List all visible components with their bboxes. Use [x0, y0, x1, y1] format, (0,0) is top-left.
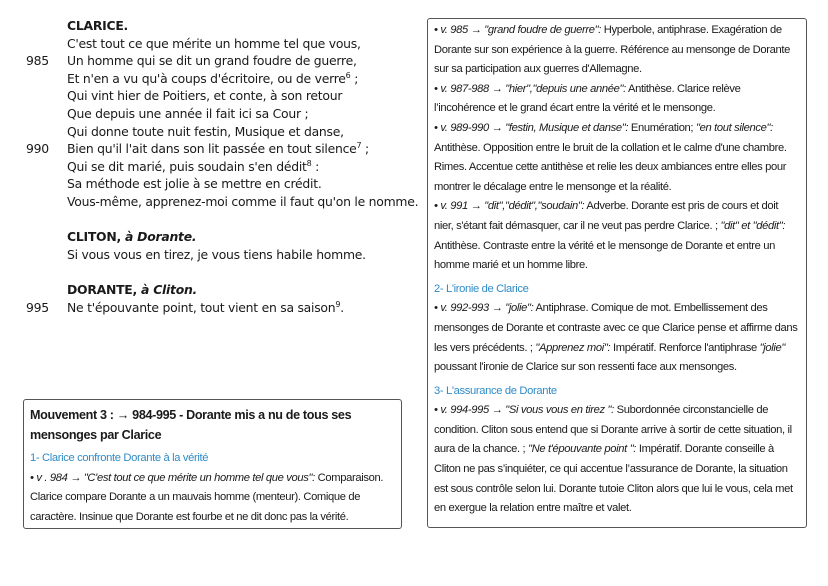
- section-heading: 3- L'assurance de Dorante: [434, 384, 557, 397]
- verse-line: [0, 299, 414, 317]
- analysis-bullet: [434, 80, 800, 119]
- quote: "Apprenez moi":: [535, 341, 611, 354]
- speaker-dorante: [0, 281, 414, 299]
- analysis-text: Adverbe. Dorante est pris de cours et doit nier, s'étant fait démasquer, car il ne veut pas perdre Clarice. ;: [434, 200, 779, 232]
- verse-reference: • v. 985 → "grand foudre de guerre":: [434, 24, 601, 36]
- quote: "dit" et "dédit":: [720, 219, 786, 232]
- analysis-text: Enumération;: [628, 121, 696, 134]
- quote: "Ne t'épouvante point ":: [528, 443, 637, 456]
- verse-text: Que depuis une année il fait ici sa Cour ;: [67, 105, 309, 121]
- analysis-text: Subordonnée circonstancielle de condition. Cliton sous entend que si Dorante arrive à sortir de cette situation, il aura de la chance. ;: [434, 404, 792, 456]
- verse-text: Sa méthode est jolie à se mettre en crédit.: [67, 176, 322, 192]
- movement-summary-box: [23, 399, 402, 529]
- analysis-text: Antithèse. Opposition entre le bruit de la collation et le calme d'une chambre. Rimes. Accentue cette antithèse et relie les deux ambiances entre elles pour montrer le décalage entre le mensonge et la réalité.: [434, 141, 787, 193]
- verse-text: Qui donne toute nuit festin, Musique et danse,: [67, 123, 344, 139]
- analysis-box: [427, 18, 807, 528]
- analysis-text: poussant l'ironie de Clarice sur son ressenti face aux mensonges.: [434, 361, 737, 374]
- speaker-name: CLITON,: [67, 229, 121, 245]
- analysis-bullet: [434, 21, 800, 80]
- line-number: 990: [26, 141, 49, 157]
- movement-title: Mouvement 3 : → 984-995 - Dorante mis a nu de tous ses mensonges par Clarice: [30, 408, 352, 442]
- verse-reference: • v. 994-995 → "Si vous vous en tirez ":: [434, 404, 614, 417]
- verse-text: Un homme qui se dit un grand foudre de guerre,: [67, 53, 357, 69]
- speaker-clarice: CLARICE.: [67, 18, 128, 33]
- analysis-text: Comparaison. Clarice compare Dorante a un mauvais homme (menteur). Comique de caractère. Insinue que Dorante est fourbe et ne dit donc pas la vérité.: [30, 471, 384, 523]
- verse-text: Et n'en a vu qu'à coups d'écritoire, ou de verre: [67, 70, 346, 86]
- analysis-text: Antithèse. Contraste entre la vérité et le mensonge de Dorante et entre un homme marié et un homme libre.: [434, 239, 776, 272]
- punctuation: :: [311, 158, 320, 174]
- analysis-text: Hyperbole, antiphrase. Exagération de Dorante sur son expérience à la guerre. Référence au mensonge de Dorante sur sa participation aux guerres d'Allemagne.: [434, 24, 791, 76]
- quote: "jolie": [759, 341, 786, 354]
- section-heading: 2- L'ironie de Clarice: [434, 282, 529, 295]
- stage-direction: à Cliton.: [141, 281, 198, 297]
- verse-line: [0, 140, 414, 158]
- analysis-bullet: [434, 119, 800, 197]
- stage-direction: à Dorante.: [125, 229, 197, 245]
- verse-line: [0, 193, 419, 211]
- analysis-text: Antiphrase. Comique de mot. Embellissement des mensonges de Dorante et contraste avec ce que Clarice pense et affirme dans les vers précédents. ;: [434, 302, 798, 354]
- verse-line: [0, 52, 414, 70]
- verse-text: Vous-même, apprenez-moi comme il faut qu'on le nomme.: [67, 193, 419, 209]
- line-number: 985: [26, 53, 49, 69]
- verse-line: [0, 70, 414, 88]
- analysis-text: Antithèse. Clarice relève l’incohérence et le grand écart entre la vérité et le mensonge.: [434, 82, 741, 115]
- verse-reference: • v. 991 → "dit","dédit","soudain":: [434, 200, 585, 213]
- analysis-bullet: [434, 197, 800, 275]
- verse-text: Qui vint hier de Poitiers, et conte, à son retour: [67, 88, 343, 104]
- footnote-marker: 8: [306, 158, 312, 168]
- verse-line: [0, 123, 414, 141]
- verse-line: [0, 175, 414, 193]
- speaker-cliton: [0, 228, 414, 246]
- verse-reference: • v. 987-988 → "hier","depuis une année":: [434, 82, 626, 95]
- verse-line: [0, 35, 414, 53]
- analysis-text: Impératif. Dorante conseille à Cliton ne pas s’inquiéter, ce qui accentue l’assurance de Dorante, la situation est sous contrôle selon lui. Dorante tutoie Cliton alors que lui le vous, cela met en exergue la relation entre maître et valet.: [434, 443, 793, 515]
- verse-text: C'est tout ce que mérite un homme tel que vous,: [67, 35, 361, 51]
- speaker-name: DORANTE,: [67, 281, 137, 297]
- verse-text: Qui se dit marié, puis soudain s'en dédit: [67, 158, 307, 174]
- analysis-text: Impératif. Renforce l'antiphrase: [610, 341, 760, 354]
- analysis-bullet: [434, 299, 800, 377]
- punctuation: ;: [350, 70, 359, 86]
- verse-reference: • v. 989-990 → "festin, Musique et danse":: [434, 121, 629, 134]
- footnote-marker: 6: [345, 70, 351, 80]
- footnote-marker: 9: [335, 299, 341, 309]
- verse-text: Bien qu'il l'ait dans son lit passée en tout silence: [67, 141, 357, 157]
- analysis-bullet: [30, 469, 395, 528]
- footnote-marker: 7: [356, 141, 362, 151]
- verse-line: Si vous vous en tirez, je vous tiens habile homme.: [67, 246, 366, 262]
- verse-line: [0, 87, 414, 105]
- verse-line: [0, 105, 414, 123]
- verse-line: [0, 158, 414, 176]
- verse-reference: • v. 992-993 → "jolie":: [434, 302, 534, 315]
- punctuation: .: [340, 299, 344, 315]
- line-number: 995: [26, 299, 49, 315]
- quote: "en tout silence":: [695, 121, 773, 134]
- analysis-bullet: [434, 401, 800, 519]
- verse-text: Ne t'épouvante point, tout vient en sa saison: [67, 299, 336, 315]
- punctuation: ;: [361, 141, 369, 157]
- section-heading: 1- Clarice confronte Dorante à la vérité: [30, 452, 209, 464]
- poem-excerpt: [0, 17, 419, 316]
- verse-reference: • v . 984 → "C'est tout ce que mérite un homme tel que vous":: [30, 471, 315, 484]
